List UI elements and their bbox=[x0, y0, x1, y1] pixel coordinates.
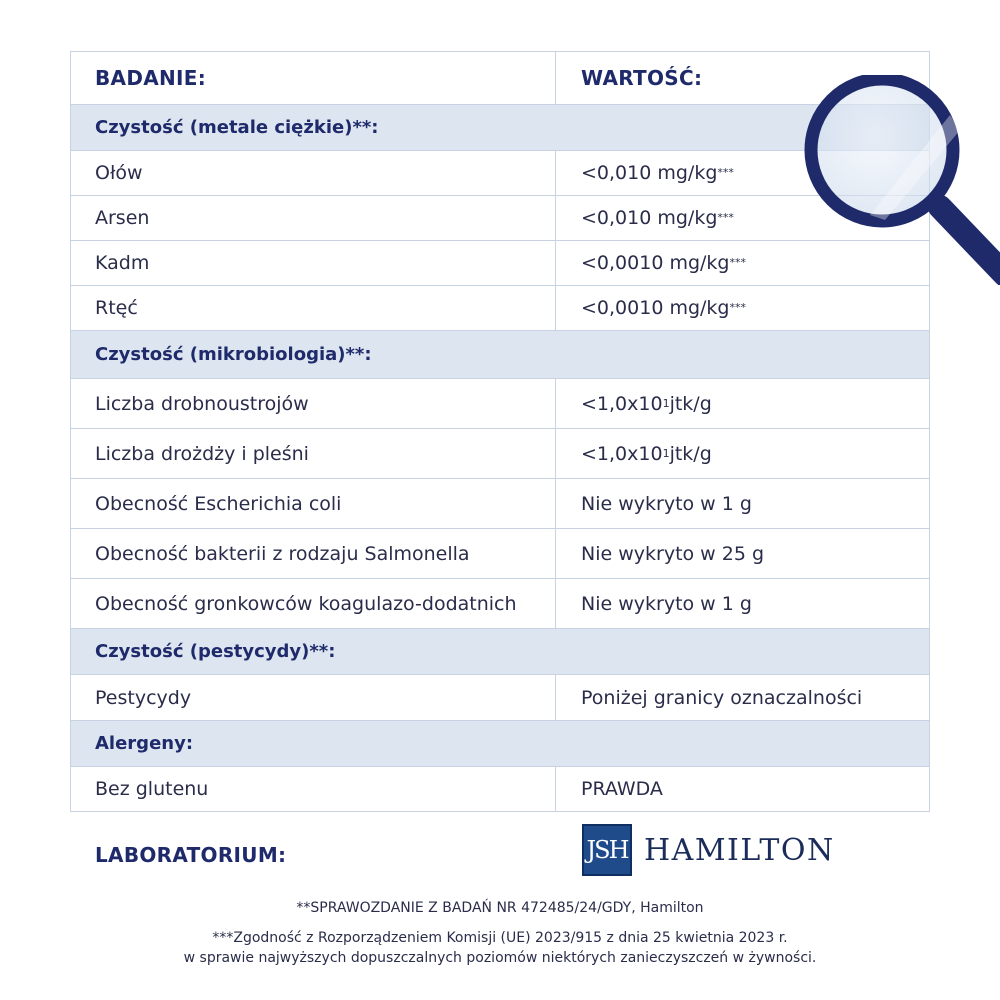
hamilton-logo-mark: JSH bbox=[582, 824, 632, 876]
test-value: <1,0x10 1 jtk/g bbox=[581, 392, 712, 415]
section-title: Alergeny: bbox=[95, 733, 194, 754]
section-title: Czystość (mikrobiologia)**: bbox=[95, 344, 372, 365]
test-name: Kadm bbox=[71, 241, 556, 285]
header-col-value: WARTOŚĆ: bbox=[581, 66, 703, 90]
header-col-test: BADANIE: bbox=[71, 52, 556, 104]
test-name: Arsen bbox=[71, 196, 556, 240]
table-row bbox=[71, 528, 929, 578]
test-name: Obecność bakterii z rodzaju Salmonella bbox=[71, 529, 556, 578]
test-value: <0,010 mg/kg *** bbox=[581, 207, 734, 229]
test-value: Nie wykryto w 1 g bbox=[581, 492, 752, 515]
table-row bbox=[71, 478, 929, 528]
table-row bbox=[71, 428, 929, 478]
table-row bbox=[71, 578, 929, 628]
test-value: Poniżej granicy oznaczalności bbox=[581, 686, 863, 709]
test-value: <0,0010 mg/kg *** bbox=[581, 252, 746, 274]
hamilton-logo bbox=[582, 824, 835, 876]
magnifying-glass-icon bbox=[800, 75, 1000, 285]
table-row bbox=[71, 674, 929, 720]
test-name: Rtęć bbox=[71, 286, 556, 330]
test-value: PRAWDA bbox=[581, 778, 663, 800]
section-title: Czystość (pestycydy)**: bbox=[95, 641, 336, 662]
table-row bbox=[71, 378, 929, 428]
section-heading bbox=[71, 330, 929, 378]
hamilton-logo-text: HAMILTON bbox=[644, 832, 835, 868]
test-name: Liczba drobnoustrojów bbox=[71, 379, 556, 428]
table-row bbox=[71, 285, 929, 330]
test-name: Obecność gronkowców koagulazo-dodatnich bbox=[71, 579, 556, 628]
section-title: Czystość (metale ciężkie)**: bbox=[95, 117, 379, 138]
test-value: <0,0010 mg/kg *** bbox=[581, 297, 746, 319]
test-name: Bez glutenu bbox=[71, 767, 556, 811]
test-name: Liczba drożdży i pleśni bbox=[71, 429, 556, 478]
laboratory-label: LABORATORIUM: bbox=[95, 843, 287, 867]
test-value: Nie wykryto w 25 g bbox=[581, 542, 765, 565]
table-row bbox=[71, 766, 929, 811]
test-name: Pestycydy bbox=[71, 675, 556, 720]
test-value: Nie wykryto w 1 g bbox=[581, 592, 752, 615]
test-value: <0,010 mg/kg *** bbox=[581, 162, 734, 184]
footnote-regulation-cont: w sprawie najwyższych dopuszczalnych poziomów niektórych zanieczyszczeń w żywności. bbox=[183, 950, 817, 966]
section-heading bbox=[71, 720, 929, 766]
test-name: Ołów bbox=[71, 151, 556, 195]
footnote-regulation: ***Zgodność z Rozporządzeniem Komisji (UE) 2023/915 z dnia 25 kwietnia 2023 r. bbox=[212, 930, 788, 946]
section-heading bbox=[71, 628, 929, 674]
test-name: Obecność Escherichia coli bbox=[71, 479, 556, 528]
footnote-report: **SPRAWOZDANIE Z BADAŃ NR 472485/24/GDY, Hamilton bbox=[296, 900, 704, 916]
test-value: <1,0x10 1 jtk/g bbox=[581, 442, 712, 465]
